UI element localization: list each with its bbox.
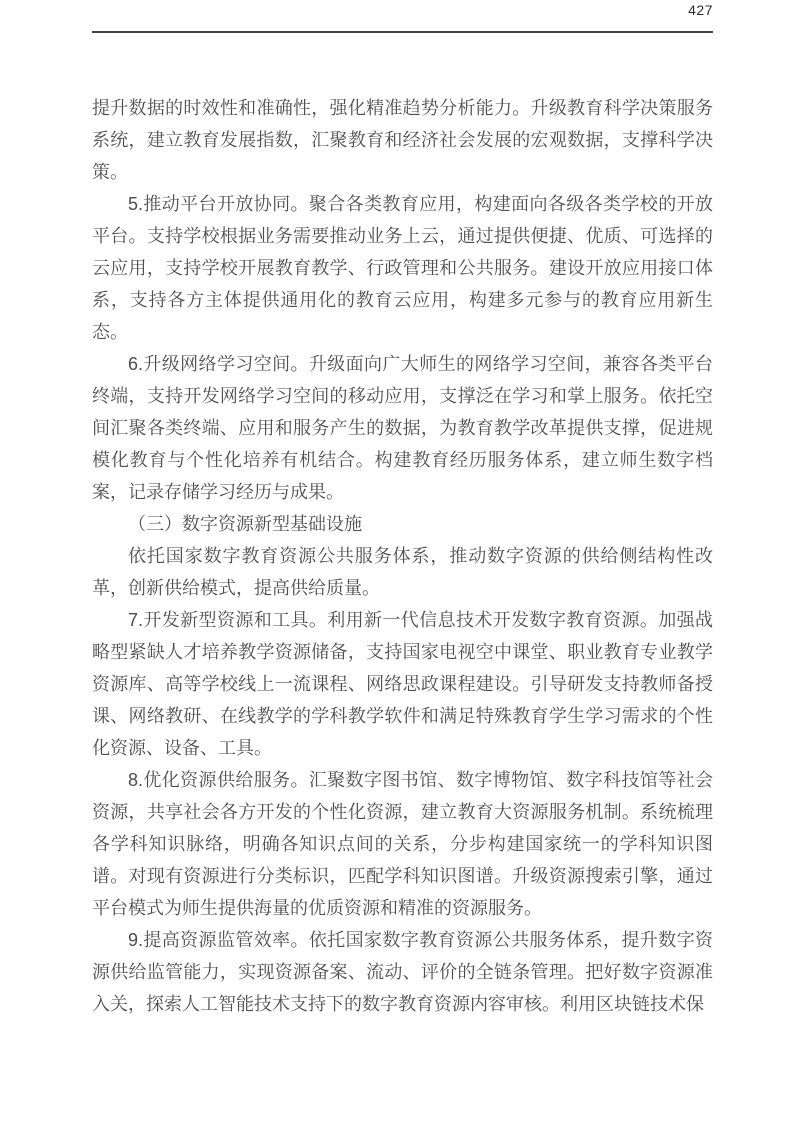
paragraph-continuation: 提升数据的时效性和准确性，强化精准趋势分析能力。升级教育科学决策服务系统，建立教育发展指数，汇聚教育和经济社会发展的宏观数据，支撑科学决策。 [92, 98, 713, 182]
header-rule [92, 31, 713, 33]
paragraph-item-7: 7.开发新型资源和工具。利用新一代信息技术开发数字教育资源。加强战略型紧缺人才培养教学资源储备，支持国家电视空中课堂、职业教育专业教学资源库、高等学校线上一流课程、网络思政课程建设。引导研发支持教师备授课、网络教研、在线教学的学科教学软件和满足特殊教育学生学习需求的个性化资源、设备、工具。 [92, 610, 713, 758]
paragraph-item-8: 8.优化资源供给服务。汇聚数字图书馆、数字博物馆、数字科技馆等社会资源，共享社会各方开发的个性化资源，建立教育大资源服务机制。系统梳理各学科知识脉络，明确各知识点间的关系，分步构建国家统一的学科知识图谱。对现有资源进行分类标识，匹配学科知识图谱。升级资源搜索引擎，通过平台模式为师生提供海量的优质资源和精准的资源服务。 [92, 770, 713, 918]
section-heading-3: （三）数字资源新型基础设施 [128, 514, 362, 534]
paragraph-section-intro: 依托国家数字教育资源公共服务体系，推动数字资源的供给侧结构性改革，创新供给模式，提高供给质量。 [92, 546, 713, 598]
paragraph-item-5: 5.推动平台开放协同。聚合各类教育应用，构建面向各级各类学校的开放平台。支持学校根据业务需要推动业务上云，通过提供便捷、优质、可选择的云应用，支持学校开展教育教学、行政管理和公共服务。建设开放应用接口体系，支持各方主体提供通用化的教育云应用，构建多元参与的教育应用新生态。 [92, 194, 713, 342]
page-number: 427 [688, 2, 713, 18]
document-body [92, 92, 713, 1020]
paragraph-item-9: 9.提高资源监管效率。依托国家数字教育资源公共服务体系，提升数字资源供给监管能力，实现资源备案、流动、评价的全链条管理。把好数字资源准入关，探索人工智能技术支持下的数字教育资源内容审核。利用区块链技术保 [92, 930, 713, 1014]
paragraph-item-6: 6.升级网络学习空间。升级面向广大师生的网络学习空间，兼容各类平台终端，支持开发网络学习空间的移动应用，支撑泛在学习和掌上服务。依托空间汇聚各类终端、应用和服务产生的数据，为教育教学改革提供支撑，促进规模化教育与个性化培养有机结合。构建教育经历服务体系，建立师生数字档案，记录存储学习经历与成果。 [92, 354, 713, 502]
